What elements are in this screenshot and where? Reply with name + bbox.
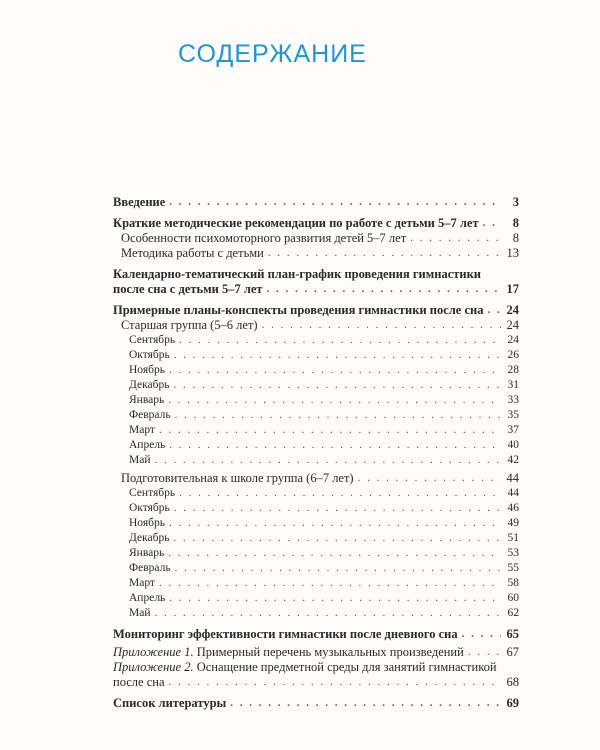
toc-entry-month[interactable] [113, 591, 519, 606]
dot-leader [175, 408, 501, 423]
toc-entry-recommendations[interactable] [113, 216, 519, 231]
toc-entry-label: Подготовительная к школе группа (6–7 лет) [121, 471, 354, 485]
toc-entry-label: Февраль [129, 409, 171, 421]
dot-leader [168, 546, 501, 561]
toc-entry-appendix-1[interactable] [113, 645, 519, 660]
dot-leader [358, 471, 501, 486]
toc-entry-month[interactable] [113, 438, 519, 453]
toc-entry-month[interactable] [113, 516, 519, 531]
toc-entry-label: Ноябрь [129, 364, 165, 376]
toc-entry-label: Примерный перечень музыкальных произведений [193, 645, 464, 659]
toc-entry-literature[interactable] [113, 696, 519, 711]
toc-entry-page: 51 [507, 532, 519, 544]
toc-entry-monitoring[interactable] [113, 627, 519, 642]
toc-entry-page: 46 [507, 502, 519, 514]
toc-entry-page: 58 [507, 577, 519, 589]
toc-entry-development[interactable] [113, 231, 519, 246]
toc-entry-label: Старшая группа (5–6 лет) [121, 318, 258, 332]
toc-entry-label-line2: после сна [113, 675, 165, 689]
dot-leader [468, 645, 501, 660]
toc-entry-page: 49 [507, 517, 519, 529]
dot-leader [173, 531, 501, 546]
dot-leader [173, 378, 501, 393]
dot-leader [174, 348, 501, 363]
toc-entry-appendix-2[interactable] [113, 660, 519, 690]
dot-leader [262, 318, 501, 333]
dot-leader [462, 627, 501, 642]
toc-entry-label-line1: Календарно-тематический план-график проведения гимнастики [113, 267, 481, 281]
dot-leader [483, 216, 501, 231]
prep-months-list [113, 486, 519, 621]
toc-entry-page: 35 [507, 409, 519, 421]
toc-entry-page: 17 [506, 282, 519, 296]
toc-entry-page: 8 [512, 231, 519, 245]
toc-entry-month[interactable] [113, 531, 519, 546]
toc-entry-page: 42 [507, 454, 519, 466]
toc-entry-label: Декабрь [129, 532, 170, 544]
toc-entry-prep-group[interactable] [113, 471, 519, 486]
toc-entry-label: Введение [113, 195, 166, 209]
dot-leader [179, 333, 501, 348]
toc-entry-month[interactable] [113, 546, 519, 561]
toc-entry-page: 33 [507, 394, 519, 406]
toc-entry-page: 44 [506, 471, 519, 485]
toc-entry-page: 68 [506, 675, 519, 689]
appendix-prefix: Приложение 1. [113, 645, 194, 659]
dot-leader [169, 516, 501, 531]
dot-leader [169, 363, 501, 378]
toc-entry-month[interactable] [113, 501, 519, 516]
toc-entry-label: Январь [129, 547, 165, 559]
toc-entry-label: Краткие методические рекомендации по работе с детьми 5–7 лет [113, 216, 479, 230]
toc-entry-page: 44 [507, 487, 519, 499]
toc-entry-page: 67 [506, 645, 519, 659]
dot-leader [169, 591, 501, 606]
dot-leader [410, 231, 501, 246]
toc-entry-label: Январь [129, 394, 165, 406]
toc-entry-label: Сентябрь [129, 487, 176, 499]
toc-entry-label: Апрель [129, 592, 166, 604]
toc-entry-sample-plans[interactable] [113, 303, 519, 318]
dot-leader [169, 675, 502, 690]
dot-leader [169, 438, 501, 453]
toc-entry-month[interactable] [113, 453, 519, 468]
toc-entry-page: 69 [506, 696, 519, 710]
toc-entry-page: 24 [507, 334, 519, 346]
toc-entry-label: Сентябрь [129, 334, 176, 346]
toc-entry-page: 62 [507, 607, 519, 619]
toc-entry-label: Февраль [129, 562, 171, 574]
dot-leader [179, 486, 501, 501]
toc-entry-label: Октябрь [129, 349, 170, 361]
toc-entry-label: Май [129, 607, 151, 619]
page-title: СОДЕРЖАНИЕ [178, 40, 367, 68]
toc-entry-page: 24 [506, 318, 519, 332]
toc-entry-page: 3 [512, 195, 519, 209]
toc-entry-label-line2: после сна с детьми 5–7 лет [113, 282, 263, 296]
toc-entry-label: Ноябрь [129, 517, 165, 529]
toc-entry-label: Декабрь [129, 379, 170, 391]
toc-entry-page: 37 [507, 424, 519, 436]
toc-entry-page: 8 [512, 216, 519, 230]
toc-entry-page: 31 [507, 379, 519, 391]
dot-leader [174, 501, 501, 516]
toc-entry-month[interactable] [113, 423, 519, 438]
toc-entry-month[interactable] [113, 408, 519, 423]
toc-entry-page: 24 [506, 303, 519, 317]
toc-entry-label: Апрель [129, 439, 166, 451]
dot-leader [154, 606, 501, 621]
dot-leader [154, 453, 501, 468]
toc-entry-label: Май [129, 454, 151, 466]
toc-entry-label: Список литературы [113, 696, 227, 710]
toc-entry-intro[interactable] [113, 195, 519, 210]
toc-entry-page: 65 [506, 627, 519, 641]
toc-entry-month[interactable] [113, 363, 519, 378]
dot-leader [268, 246, 501, 261]
dot-leader [175, 561, 501, 576]
appendix-prefix: Приложение 2. [113, 660, 194, 674]
toc-entry-month[interactable] [113, 333, 519, 348]
dot-leader [267, 282, 501, 297]
toc-entry-page: 28 [507, 364, 519, 376]
dot-leader [159, 423, 501, 438]
table-of-contents [113, 195, 519, 711]
dot-leader [487, 303, 501, 318]
toc-entry-methods[interactable] [113, 246, 519, 261]
toc-entry-month[interactable] [113, 606, 519, 621]
toc-entry-page: 53 [507, 547, 519, 559]
toc-entry-month[interactable] [113, 576, 519, 591]
toc-entry-label: Примерные планы-конспекты проведения гимнастики после сна [113, 303, 484, 317]
toc-entry-month[interactable] [113, 561, 519, 576]
toc-entry-label-line1: Оснащение предметной среды для занятий гимнастикой [193, 660, 497, 674]
dot-leader [230, 696, 501, 711]
toc-entry-label: Мониторинг эффективности гимнастики после дневного сна [113, 627, 458, 641]
toc-entry-senior-group[interactable] [113, 318, 519, 333]
toc-entry-month[interactable] [113, 378, 519, 393]
toc-entry-label: Особенности психомоторного развития детей 5–7 лет [121, 231, 407, 245]
toc-entry-page: 13 [506, 246, 519, 260]
toc-entry-month[interactable] [113, 486, 519, 501]
toc-entry-month[interactable] [113, 348, 519, 363]
dot-leader [169, 195, 501, 210]
toc-entry-calendar-plan[interactable] [113, 267, 519, 297]
toc-entry-page: 55 [507, 562, 519, 574]
toc-entry-label: Март [129, 577, 155, 589]
toc-entry-page: 40 [507, 439, 519, 451]
dot-leader [168, 393, 501, 408]
toc-entry-month[interactable] [113, 393, 519, 408]
toc-entry-page: 60 [507, 592, 519, 604]
toc-entry-page: 26 [507, 349, 519, 361]
toc-entry-label: Октябрь [129, 502, 170, 514]
senior-months-list [113, 333, 519, 468]
toc-entry-label: Методика работы с детьми [121, 246, 264, 260]
dot-leader [159, 576, 501, 591]
toc-entry-label: Март [129, 424, 155, 436]
